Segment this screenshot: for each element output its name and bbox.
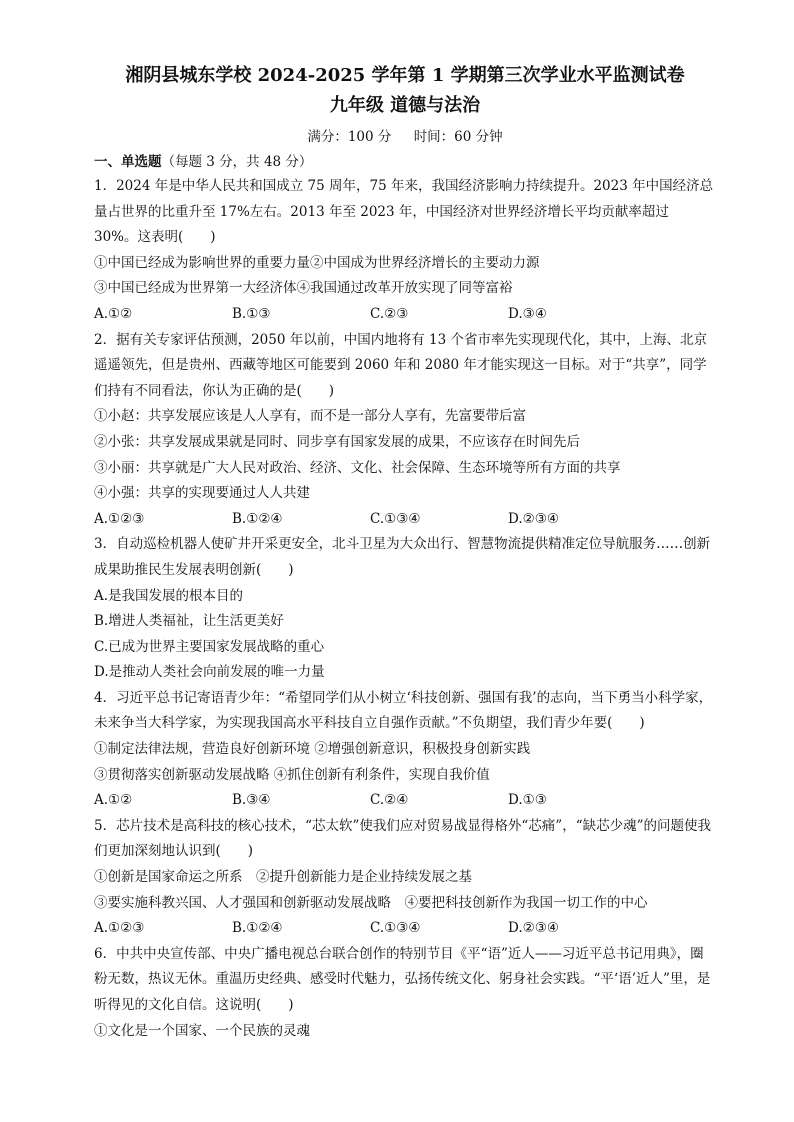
statement-line: ③小丽：共享就是广大人民对政治、经济、文化、社会保障、生态环境等所有方面的共享 bbox=[94, 459, 621, 476]
option-b[interactable]: B.①②④ bbox=[232, 510, 283, 527]
options-row bbox=[94, 788, 716, 814]
option-b[interactable]: B.①③ bbox=[232, 305, 271, 322]
option-d[interactable]: D.②③④ bbox=[508, 920, 559, 937]
options-row bbox=[94, 302, 716, 328]
section-title: 一、单选题 bbox=[94, 154, 162, 170]
question-1 bbox=[94, 174, 716, 328]
option-d[interactable]: D.是推动人类社会向前发展的唯一力量 bbox=[94, 664, 325, 681]
option-c[interactable]: C.②④ bbox=[370, 792, 409, 809]
option-d[interactable]: D.②③④ bbox=[508, 510, 559, 527]
question-3 bbox=[94, 532, 716, 686]
question-stem: 4．习近平总书记寄语青少年：“希望同学们从小树立‘科技创新、强国有我’的志向，当下勇当小科学家，未来争当大科学家，为实现我国高水平科技自立自强作贡献。”不负期望，我们青少年要( ) bbox=[94, 689, 713, 732]
statement-line: ④小强：共享的实现要通过人人共建 bbox=[94, 485, 310, 502]
exam-title: 湘阴县城东学校 2024-2025 学年第 1 学期第三次学业水平监测试卷 bbox=[125, 65, 685, 86]
statement-line: ①文化是一个国家、一个民族的灵魂 bbox=[94, 1022, 310, 1039]
option-b[interactable]: B.③④ bbox=[232, 792, 271, 809]
exam-subtitle: 九年级 道德与法治 bbox=[329, 95, 481, 116]
section-heading bbox=[94, 150, 716, 174]
option-a[interactable]: A.①②③ bbox=[94, 920, 145, 937]
section-note: （每题 3 分，共 48 分） bbox=[161, 154, 313, 170]
exam-time: 时间：60 分钟 bbox=[413, 129, 503, 145]
question-6 bbox=[94, 942, 716, 1044]
question-stem: 3．自动巡检机器人使矿井开采更安全，北斗卫星为大众出行、智慧物流提供精准定位导航服务……创新成果助推民生发展表明创新( ) bbox=[94, 536, 711, 578]
question-2 bbox=[94, 328, 716, 533]
option-a[interactable]: A.①② bbox=[94, 305, 133, 322]
statement-line: ①创新是国家命运之所系 ②提升创新能力是企业持续发展之基 bbox=[94, 869, 472, 886]
full-score: 满分：100 分 bbox=[307, 129, 392, 145]
question-stem: 2．据有关专家评估预测，2050 年以前，中国内地将有 13 个省市率先实现现代化，其中，上海、北京遥遥领先，但是贵州、西藏等地区可能要到 2060 年和 2080 年才能实现这一目标。对于“共享”，同学们持有不同看法，你认为正确的是( ) bbox=[94, 331, 707, 399]
options-row bbox=[94, 916, 716, 942]
statement-line: ③贯彻落实创新驱动发展战略 ④抓住创新有利条件，实现自我价值 bbox=[94, 766, 490, 783]
question-4 bbox=[94, 686, 716, 814]
statement-line: ③要实施科教兴国、人才强国和创新驱动发展战略 ④要把科技创新作为我国一切工作的中心 bbox=[94, 894, 648, 911]
option-d[interactable]: D.①③ bbox=[508, 792, 547, 809]
question-stem: 5．芯片技术是高科技的核心技术，“芯太软”使我们应对贸易战显得格外“芯痛”，“缺芯少魂”的问题使我们更加深刻地认识到( ) bbox=[94, 817, 711, 860]
question-5 bbox=[94, 814, 716, 942]
question-stem: 6．中共中央宣传部、中央广播电视总台联合创作的特别节目《平“语”近人——习近平总书记用典》，圈粉无数，热议无休。重温历史经典、感受时代魅力，弘扬传统文化、躬身社会实践。“平‘语’近人”里，是听得见的文化自信。这说明( ) bbox=[94, 945, 711, 1013]
option-d[interactable]: D.③④ bbox=[508, 305, 547, 322]
option-a[interactable]: A.①②③ bbox=[94, 510, 145, 527]
question-stem: 1．2024 年是中华人民共和国成立 75 周年，75 年来，我国经济影响力持续提升。2023 年中国经济总量占世界的比重升至 17%左右。2013 年至 2023 年，中国经济对世界经济增长平均贡献率超过 30%。这表明( ) bbox=[94, 178, 714, 246]
option-b[interactable]: B.①②④ bbox=[232, 920, 283, 937]
option-a[interactable]: A.①② bbox=[94, 792, 133, 809]
option-c[interactable]: C.②③ bbox=[370, 305, 409, 322]
statement-line: ②小张：共享发展成果就是同时、同步享有国家发展的成果，不应该存在时间先后 bbox=[94, 433, 580, 450]
option-b[interactable]: B.增进人类福祉，让生活更美好 bbox=[94, 613, 284, 630]
statement-line: ①制定法律法规，营造良好创新环境 ②增强创新意识，积极投身创新实践 bbox=[94, 741, 531, 758]
option-a[interactable]: A.是我国发展的根本目的 bbox=[94, 587, 244, 604]
option-c[interactable]: C.已成为世界主要国家发展战略的重心 bbox=[94, 638, 325, 655]
option-c[interactable]: C.①③④ bbox=[370, 510, 421, 527]
statement-line: ③中国已经成为世界第一大经济体④我国通过改革开放实现了同等富裕 bbox=[94, 280, 513, 297]
exam-meta bbox=[94, 126, 716, 148]
statement-line: ①小赵：共享发展应该是人人享有，而不是一部分人享有，先富要带后富 bbox=[94, 408, 526, 425]
option-c[interactable]: C.①③④ bbox=[370, 920, 421, 937]
options-row bbox=[94, 507, 716, 533]
statement-line: ①中国已经成为影响世界的重要力量②中国成为世界经济增长的主要动力源 bbox=[94, 254, 540, 271]
options-grid bbox=[94, 584, 716, 686]
